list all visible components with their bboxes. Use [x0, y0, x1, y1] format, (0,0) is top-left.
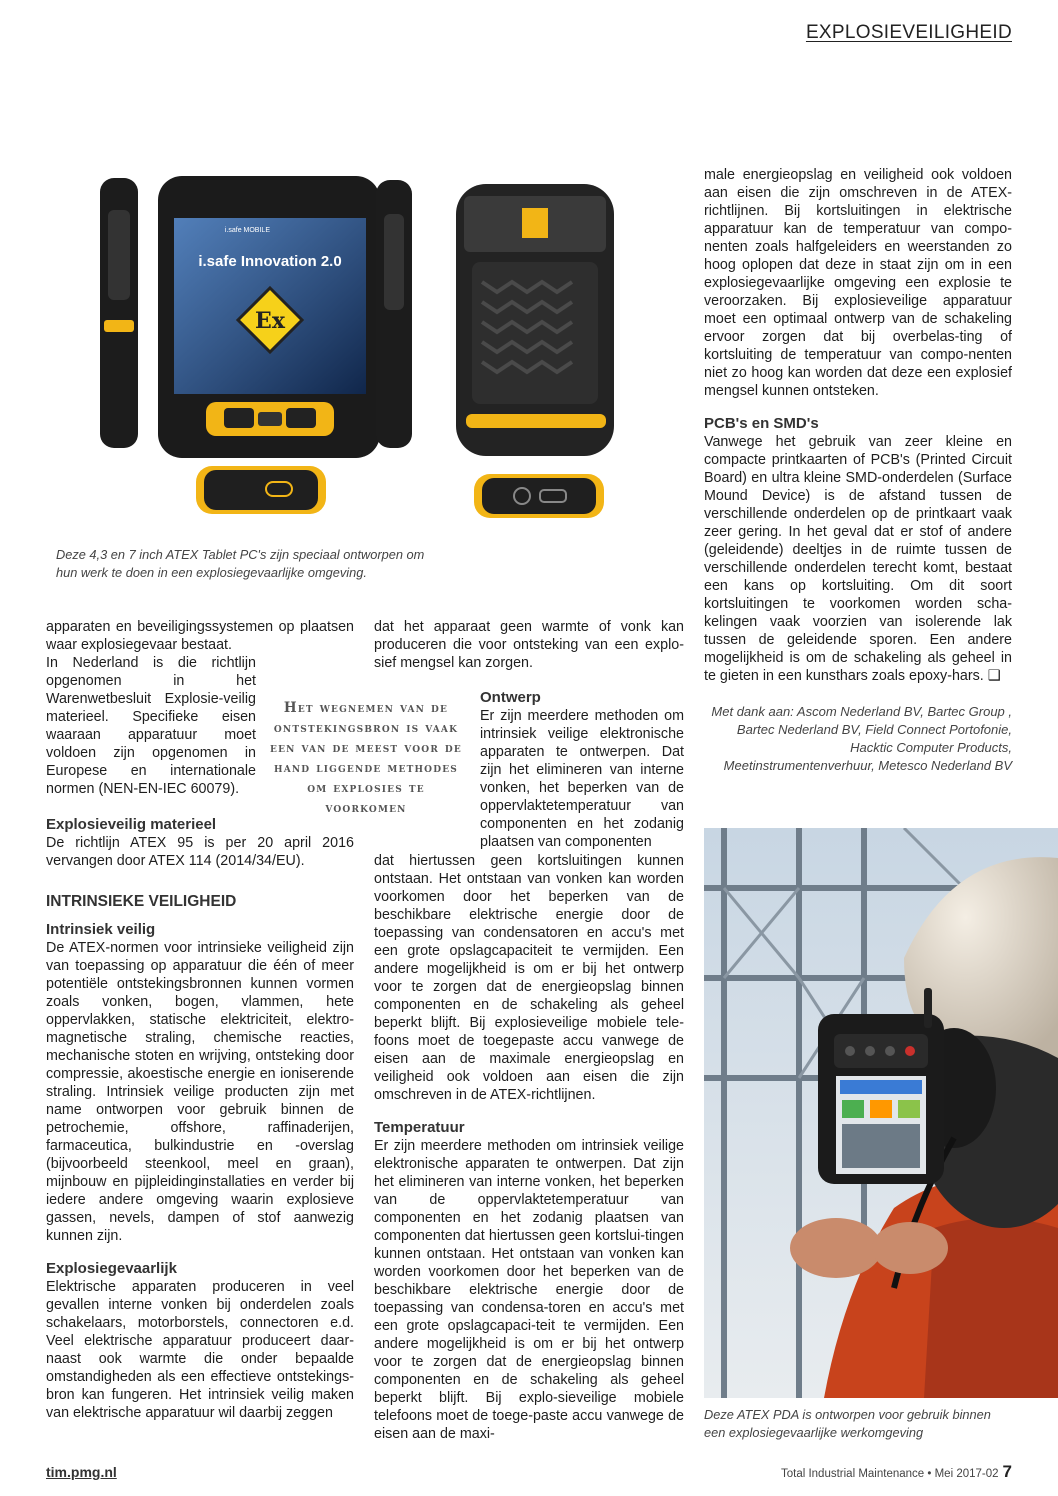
acknowledgements: Met dank aan: Ascom Nederland BV, Bartec Group , Bartec Nederland BV, Field Connect Portofonie, Hacktic Computer Products, Meetinstrumentenverhuur, Metesco Nederland BV — [711, 704, 1012, 773]
heading-temperatuur: Temperatuur — [374, 1119, 465, 1136]
heading-explosieveilig-materieel: Explosieveilig materieel — [46, 816, 217, 833]
screen-label: i.safe Innovation 2.0 — [198, 253, 342, 270]
svg-text:Ex: Ex — [255, 308, 285, 334]
col3-paragraph-1: male energieopslag en veiligheid ook voldoen aan eisen die zijn omschreven in de ATEX-richtlijnen. Bij kortsluitingen in elektrische apparatuur kan de temperatuur van compo-nenten zoals halfgeleiders en weerstanden zo hoog oplopen dat deze in staat zijn om in een explosiegevaarlijke omgeving een explosie te veroorzaken. Bij explosieveilige apparatuur moet een optimaal ontwerp van de schakeling ervoor zorgen dat bij overbelas-ting of kortsluiting de temperatuur van compo-nenten niet zo hoog kan worden dat deze een explosief mengsel kunnen ontsteken. — [704, 167, 1012, 399]
publication-name: Total Industrial Maintenance • Mei 2017-02 — [780, 1468, 999, 1480]
heading-intrinsiek-veilig: Intrinsiek veilig — [46, 921, 156, 938]
paragraph-ontwerp-a: Er zijn meerdere methoden om intrinsiek veilige elektronische apparaten te ontwerpen. Dat zijn het elimineren van interne vonken, het beperken van de oppervlaktetemperatuur van componenten en het zodanig plaatsen van componenten — [480, 708, 684, 850]
column-1-rest — [46, 815, 354, 1422]
heading-explosiegevaarlijk: Explosiegevaarlijk — [46, 1260, 177, 1277]
col1-paragraph-2: In Nederland is die richtlijn opgenomen in het Warenwetbesluit Explosie-veilig materieel. Specifieke eisen waaraan apparatuur moet voldoen zijn opgenomen in Europese en internationale normen (NEN-EN-IEC 60079). — [46, 655, 256, 797]
footer-site-link[interactable]: tim.pmg.nl — [46, 1464, 117, 1480]
heading-ontwerp: Ontwerp — [480, 689, 541, 706]
col1-paragraph-1: apparaten en beveiligingssystemen op plaatsen waar explosiegevaar bestaat. — [46, 619, 354, 653]
column-2-top — [374, 618, 684, 672]
footer-publication — [781, 1462, 1012, 1482]
paragraph-atex: De richtlijn ATEX 95 is per 20 april 2016 vervangen door ATEX 114 (2014/34/EU). — [46, 835, 354, 869]
atex-pda-photo — [704, 828, 1058, 1398]
column-3 — [704, 166, 1012, 775]
pcb-text: Vanwege het gebruik van zeer kleine en compacte printkaarten of PCB's (Printed Circuit Board) en ultra kleine SMD-onderdelen (Surface Mound Device) is de afstand tussen de verschillende onderdelen op de printkaart vaak zeer gering. In het geval dat er stof of andere (geleidende) deeltjes in de ruimte tussen de verschillende onderdelen terecht komt, bestaat een kans op kortsluiting. Om dit soort kortsluitingen te voorkomen worden scha-kelingen vaak voorzien van isolerende lak tussen de geleidende sporen. Een andere mogelijkheid is om de schakeling als geheel in te gieten in een kunsthars zoals epoxy-hars. — [704, 434, 1012, 684]
heading-intrinsieke-veiligheid: INTRINSIEKE VEILIGHEID — [46, 893, 237, 910]
svg-text:i.safe MOBILE: i.safe MOBILE — [224, 227, 270, 234]
paragraph-intrinsiek-veilig: De ATEX-normen voor intrinsieke veiligheid zijn van toepassing op apparatuur die één of meer potentiële ontstekingsbronnen kunnen vormen zoals vonken, bogen, vlammen, hete oppervlakken, statische elektriciteit, elektro-magnetische straling, chemische reacties, mechanische stoten en wrijving, ontsteking door compressie, akoestische energie en ioniserende straling. Intrinsiek veilige producten zijn met name ontworpen voor gebruik binnen de petrochemie, offshore, raffinaderijen, farmaceutica, bulkindustrie en -overslag (bijvoorbeeld steenkool, meel en graan), mijnbouw en pijpleidinginstallaties en verder bij iedere andere omgeving waarin explosieve gassen, nevels, dampen of stof aanwezig kunnen zijn. — [46, 940, 354, 1244]
paragraph-pcb-smd — [704, 433, 1012, 685]
column-2-rest — [374, 852, 684, 1443]
figure-caption-tablets: Deze 4,3 en 7 inch ATEX Tablet PC's zijn speciaal ontworpen om hun werk te doen in een explosiegevaarlijke omgeving. — [56, 547, 425, 580]
paragraph-temperatuur: Er zijn meerdere methoden om intrinsiek veilige elektronische apparaten te ontwerpen. Dat zijn het elimineren van interne vonken, het beperken van de oppervlaktetemperatuur van componenten en het zodanig plaatsen van componenten dat hiertussen geen kortslui-tingen kunnen ontstaan. Het ontstaan van vonken kan worden voorkomen door het beperken van de beschikbare elektrische energie door de toepassing van condensa-toren en accu's met een grote opslagcapaci-teit te vermijden. Een andere mogelijkheid is om er bij het ontwerp voor te zorgen dat de energieopslag binnen componenten en de schakeling als geheel beperkt blijft. Bij explo-sieveilige mobiele telefoons moet de toege-paste accu vanwege de eisen aan de maxi- — [374, 1138, 684, 1442]
pull-quote: Het wegnemen van de ontstekingsbron is vaak een van de meest voor de hand liggende methodes om explosies te voorkomen — [270, 700, 462, 816]
photo-caption-pda: Deze ATEX PDA is ontworpen voor gebruik binnen een explosiegevaarlijke werkomgeving — [704, 1407, 991, 1440]
atex-tablets-photo — [46, 170, 666, 540]
heading-pcb-smd: PCB's en SMD's — [704, 415, 819, 432]
col2-paragraph-1: dat het apparaat geen warmte of vonk kan produceren die voor ontsteking van een explo-sief mengsel kan zorgen. — [374, 619, 684, 671]
section-tag: EXPLOSIEVEILIGHEID — [805, 22, 1012, 43]
end-mark-icon: ❑ — [987, 668, 1001, 684]
column-2-ontwerp — [480, 688, 684, 851]
paragraph-explosiegevaarlijk: Elektrische apparaten produceren in veel gevallen interne vonken bij onderdelen zoals schakelaars, motorborstels, connectoren e.d. Veel elektrische apparatuur produceert daar-naast ook warmte die onder bepaalde omstandigheden als een effectieve ontstekings-bron kan fungeren. Het intrinsiek veilig maken van elektrische apparatuur wil daarbij zeggen — [46, 1279, 354, 1421]
paragraph-ontwerp-b: dat hiertussen geen kortsluitingen kunnen ontstaan. Het ontstaan van vonken kan worden voorkomen door het beperken van de beschikbare elektrische energie door de toepassing van condensatoren en accu's met een grote opslagcapaciteit te vermijden. Een andere mogelijkheid is om er bij het ontwerp voor te zorgen dat de energieopslag binnen componenten en de schakeling als geheel beperkt blijft. Bij explosieveilige mobiele tele-foons moet de toegepaste accu vanwege de eisen aan de maximale energieopslag en veiligheid ook voldoen aan eisen die zijn omschreven in de ATEX-richtlijnen. — [374, 853, 684, 1103]
page-number: 7 — [1002, 1462, 1012, 1481]
